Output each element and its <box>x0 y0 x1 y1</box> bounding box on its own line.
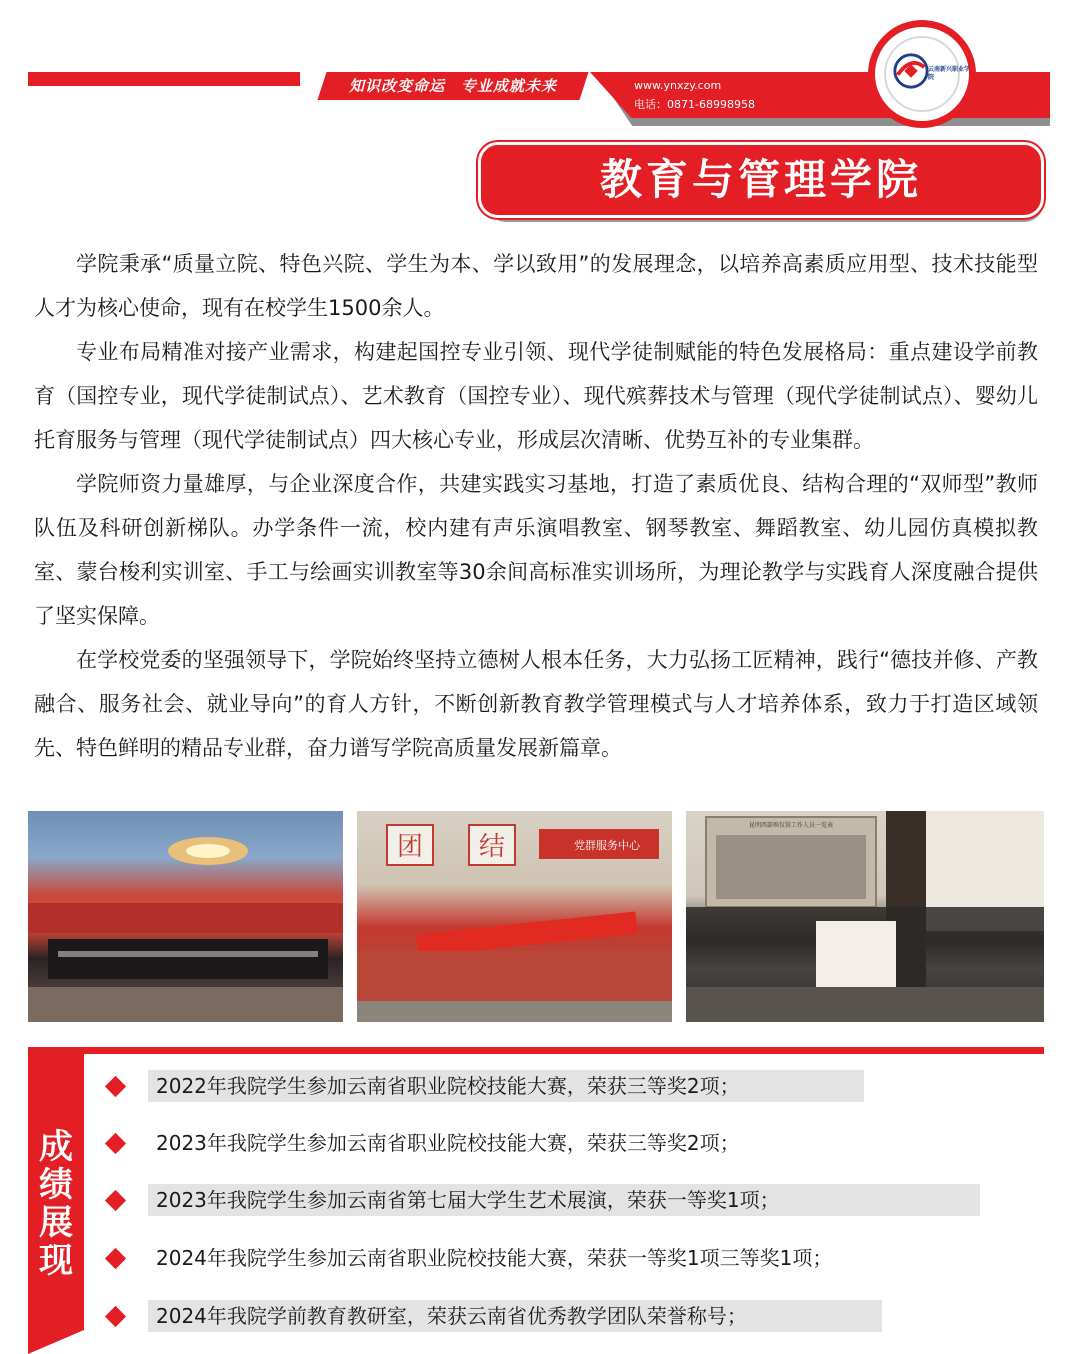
diamond-bullet-icon <box>105 1306 126 1327</box>
photo-performance-hall <box>28 811 343 1022</box>
sign-jie: 结 <box>478 832 506 862</box>
diamond-bullet-icon <box>105 1190 126 1211</box>
achievement-text: 2023年我院学生参加云南省第七届大学生艺术展演，荣获一等奖1项； <box>156 1188 780 1212</box>
diamond-bullet-icon <box>105 1248 126 1269</box>
sign-tuan: 团 <box>396 832 424 862</box>
achievement-text: 2024年我院学前教育教研室，荣获云南省优秀教学团队荣誉称号； <box>156 1304 747 1328</box>
hall-scene-icon <box>28 811 343 1022</box>
staff-scene-icon <box>686 811 1044 1022</box>
paragraph-3: 学院师资力量雄厚，与企业深度合作，共建实践实习基地，打造了素质优良、结构合理的“双师型”教师队伍及科研创新梯队。办学条件一流，校内建有声乐演唱教室、钢琴教室、舞蹈教室、幼儿园仿真模拟教室、蒙台梭利实训室、手工与绘画实训教室等30余间高标准实训场所，为理论教学与实践育人深度融合提供了坚实保障。 <box>34 472 1038 628</box>
achievement-text: 2023年我院学生参加云南省职业院校技能大赛，荣获三等奖2项； <box>156 1131 740 1155</box>
logo-text: 云南新兴职业学院 <box>928 66 971 81</box>
achievements-label: 成绩展现 <box>39 1127 73 1281</box>
paragraph-1: 学院秉承“质量立院、特色兴院、学生为本、学以致用”的发展理念，以培养高素质应用型、技术技能型人才为核心使命，现有在校学生1500余人。 <box>34 252 1038 320</box>
community-scene-icon <box>357 811 672 1022</box>
page-title: 教育与管理学院 <box>599 155 922 204</box>
staff-board-title: 昆明西部殡仪馆工作人员一览表 <box>748 822 834 829</box>
intro-content <box>34 242 1038 770</box>
paragraph-4: 在学校党委的坚强领导下，学院始终坚持立德树人根本任务，大力弘扬工匠精神，践行“德技并修、产教融合、服务社会、就业导向”的育人方针，不断创新教育教学管理模式与人才培养体系，致力于打造区域领先、特色鲜明的精品专业群，奋力谱写学院高质量发展新篇章。 <box>34 648 1038 760</box>
photo-community-group <box>357 811 672 1022</box>
diamond-bullet-icon <box>105 1133 126 1154</box>
achievement-text: 2024年我院学生参加云南省职业院校技能大赛，荣获一等奖1项三等奖1项； <box>156 1246 833 1270</box>
header-website[interactable]: www.ynxzy.com <box>634 79 722 92</box>
logo-emblem-icon <box>892 52 930 90</box>
sign-service-center: 党群服务中心 <box>574 839 640 852</box>
photo-staff-group <box>686 811 1044 1022</box>
header-slogan: 知识改变命运 专业成就未来 <box>348 77 557 95</box>
achievement-text: 2022年我院学生参加云南省职业院校技能大赛，荣获三等奖2项； <box>156 1074 740 1098</box>
header-phone: 电话：0871-68998958 <box>634 98 755 111</box>
paragraph-2: 专业布局精准对接产业需求，构建起国控专业引领、现代学徒制赋能的特色发展格局：重点建设学前教育（国控专业，现代学徒制试点）、艺术教育（国控专业）、现代殡葬技术与管理（现代学徒制试点）、婴幼儿托育服务与管理（现代学徒制试点）四大核心专业，形成层次清晰、优势互补的专业集群。 <box>34 340 1038 452</box>
achievements-divider <box>28 1047 1044 1054</box>
diamond-bullet-icon <box>105 1076 126 1097</box>
header-red-bar <box>28 72 300 86</box>
